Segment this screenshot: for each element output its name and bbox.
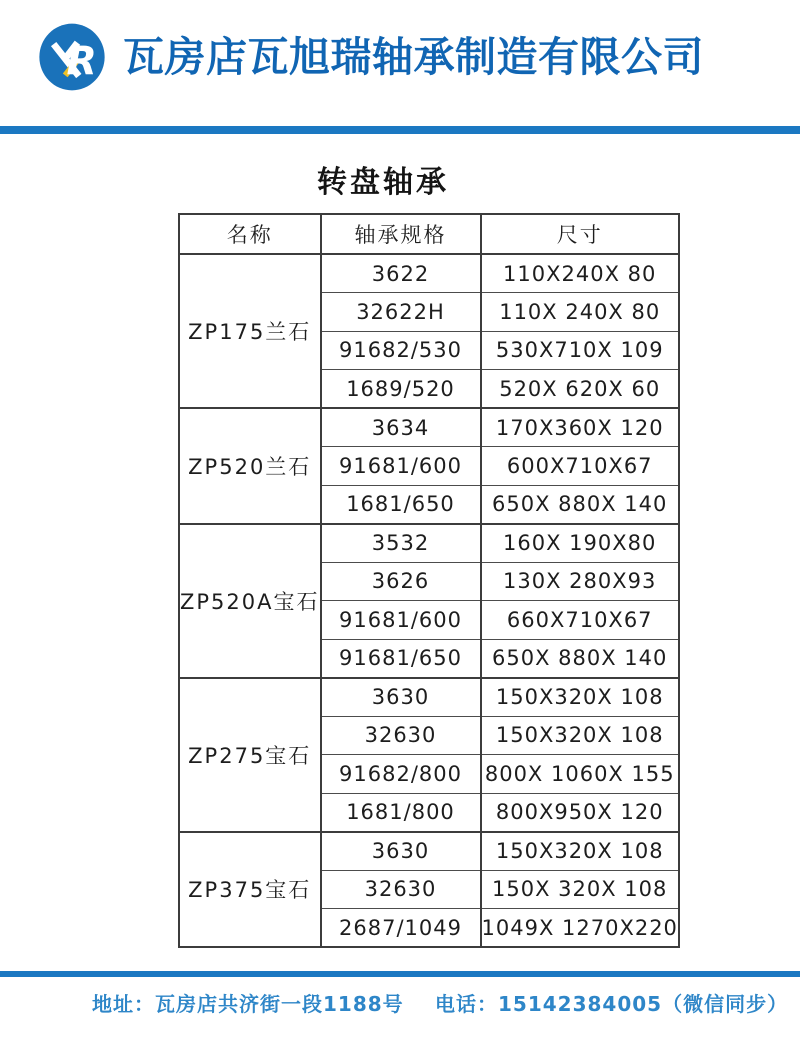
group-name-cell: ZP275宝石: [179, 678, 321, 832]
address-text: 地址：瓦房店共济街一段1188号: [92, 992, 404, 1016]
spec-cell: 3626: [321, 562, 481, 601]
column-header-size: 尺寸: [481, 214, 679, 254]
page-title: 转盘轴承: [317, 165, 449, 200]
size-cell: 600X710X67: [481, 447, 679, 486]
spec-cell: 91682/530: [321, 331, 481, 370]
size-cell: 130X 280X93: [481, 562, 679, 601]
size-cell: 110X240X 80: [481, 254, 679, 293]
header-divider-bar: [0, 126, 800, 134]
footer: [0, 988, 800, 1018]
spec-cell: 91681/600: [321, 447, 481, 486]
size-cell: 1049X 1270X220: [481, 909, 679, 948]
table-row: [179, 524, 679, 563]
size-cell: 530X710X 109: [481, 331, 679, 370]
size-cell: 650X 880X 140: [481, 639, 679, 678]
group-name-cell: ZP375宝石: [179, 832, 321, 948]
spec-cell: 32630: [321, 716, 481, 755]
spec-cell: 1681/650: [321, 485, 481, 524]
size-cell: 150X320X 108: [481, 716, 679, 755]
svg-text:R: R: [66, 38, 97, 85]
group-name-cell: ZP175兰石: [179, 254, 321, 408]
bearing-table: [178, 213, 680, 948]
size-cell: 150X320X 108: [481, 678, 679, 717]
table-row: [179, 254, 679, 293]
spec-cell: 91682/800: [321, 755, 481, 794]
size-cell: 660X710X67: [481, 601, 679, 640]
column-header-spec: 轴承规格: [321, 214, 481, 254]
spec-cell: 3622: [321, 254, 481, 293]
size-cell: 800X 1060X 155: [481, 755, 679, 794]
size-cell: 650X 880X 140: [481, 485, 679, 524]
spec-cell: 91681/650: [321, 639, 481, 678]
table-row: [179, 678, 679, 717]
table-header-row: [179, 214, 679, 254]
column-header-name: 名称: [179, 214, 321, 254]
bearing-table-wrapper: [178, 213, 680, 948]
xr-logo-icon: [38, 20, 106, 94]
size-cell: 150X 320X 108: [481, 870, 679, 909]
size-cell: 150X320X 108: [481, 832, 679, 871]
table-row: [179, 832, 679, 871]
spec-cell: 3630: [321, 832, 481, 871]
size-cell: 160X 190X80: [481, 524, 679, 563]
size-cell: 520X 620X 60: [481, 370, 679, 409]
size-cell: 170X360X 120: [481, 408, 679, 447]
size-cell: 110X 240X 80: [481, 293, 679, 332]
spec-cell: 1689/520: [321, 370, 481, 409]
company-name: 瓦房店瓦旭瑞轴承制造有限公司: [123, 33, 704, 81]
size-cell: 800X950X 120: [481, 793, 679, 832]
spec-cell: 32630: [321, 870, 481, 909]
spec-cell: 3532: [321, 524, 481, 563]
group-name-cell: ZP520A宝石: [179, 524, 321, 678]
group-name-cell: ZP520兰石: [179, 408, 321, 524]
footer-divider-bar: [0, 971, 800, 977]
table-row: [179, 408, 679, 447]
spec-cell: 32622H: [321, 293, 481, 332]
spec-cell: 91681/600: [321, 601, 481, 640]
spec-cell: 3634: [321, 408, 481, 447]
spec-cell: 1681/800: [321, 793, 481, 832]
spec-cell: 3630: [321, 678, 481, 717]
phone-text: 电话：15142384005（微信同步）: [435, 992, 789, 1016]
spec-cell: 2687/1049: [321, 909, 481, 948]
